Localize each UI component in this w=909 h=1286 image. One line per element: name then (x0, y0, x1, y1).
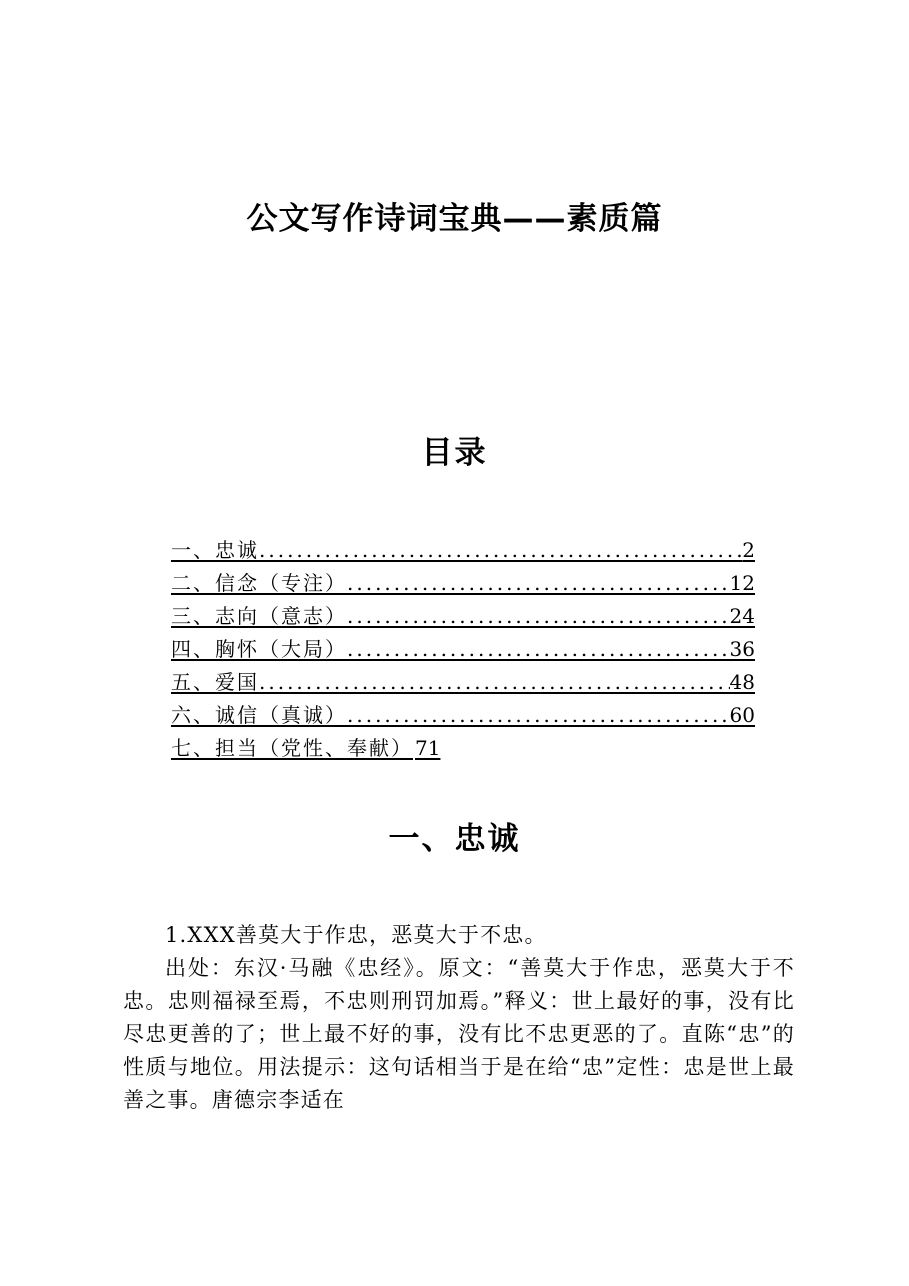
toc-link-belief[interactable] (171, 567, 755, 600)
toc-page-number: 24 (729, 604, 755, 628)
toc-page-number: 71 (415, 736, 441, 760)
quote-entry-title: 1.XXX善莫大于作忠，恶莫大于不忠。 (165, 923, 547, 947)
toc-label: 三、志向（意志） (171, 604, 347, 628)
toc-dot-leader (347, 633, 730, 666)
toc-page-number: 60 (729, 703, 755, 727)
toc-label: 一、忠诚 (171, 538, 259, 562)
table-of-contents (171, 534, 755, 765)
toc-label: 五、爱国 (171, 670, 259, 694)
toc-link-broadmindedness[interactable] (171, 633, 755, 666)
toc-dot-leader (259, 666, 730, 699)
section-body (123, 919, 795, 1117)
toc-page-number: 36 (729, 637, 755, 661)
toc-dot-leader (259, 534, 742, 567)
toc-link-patriotism[interactable] (171, 666, 755, 699)
toc-label: 六、诚信（真诚） (171, 703, 347, 727)
toc-dot-leader (347, 699, 730, 732)
toc-label: 二、信念（专注） (171, 571, 347, 595)
toc-label: 四、胸怀（大局） (171, 637, 347, 661)
toc-page-number: 48 (729, 670, 755, 694)
toc-link-aspiration[interactable] (171, 600, 755, 633)
toc-dot-leader (347, 567, 730, 600)
quote-explanation: 出处：东汉·马融《忠经》。原文：“善莫大于作忠，恶莫大于不忠。忠则福禄至焉，不忠则刑罚加焉。”释义：世上最好的事，没有比尽忠更善的了；世上最不好的事，没有比不忠更恶的了。直陈“忠”的性质与地位。用法提示：这句话相当于是在给“忠”定性：忠是世上最善之事。唐德宗李适在 (123, 956, 795, 1112)
toc-page-number: 12 (729, 571, 755, 595)
toc-link-responsibility[interactable] (171, 732, 755, 765)
toc-link-integrity[interactable] (171, 699, 755, 732)
document-title: 公文写作诗词宝典——素质篇 (246, 201, 663, 237)
toc-title: 目录 (421, 435, 488, 471)
toc-dot-leader (347, 600, 730, 633)
toc-label: 七、担当（党性、奉献） (171, 736, 413, 760)
toc-link-loyalty[interactable] (171, 534, 755, 567)
toc-page-number: 2 (742, 538, 755, 562)
section-heading: 一、忠诚 (388, 821, 521, 857)
